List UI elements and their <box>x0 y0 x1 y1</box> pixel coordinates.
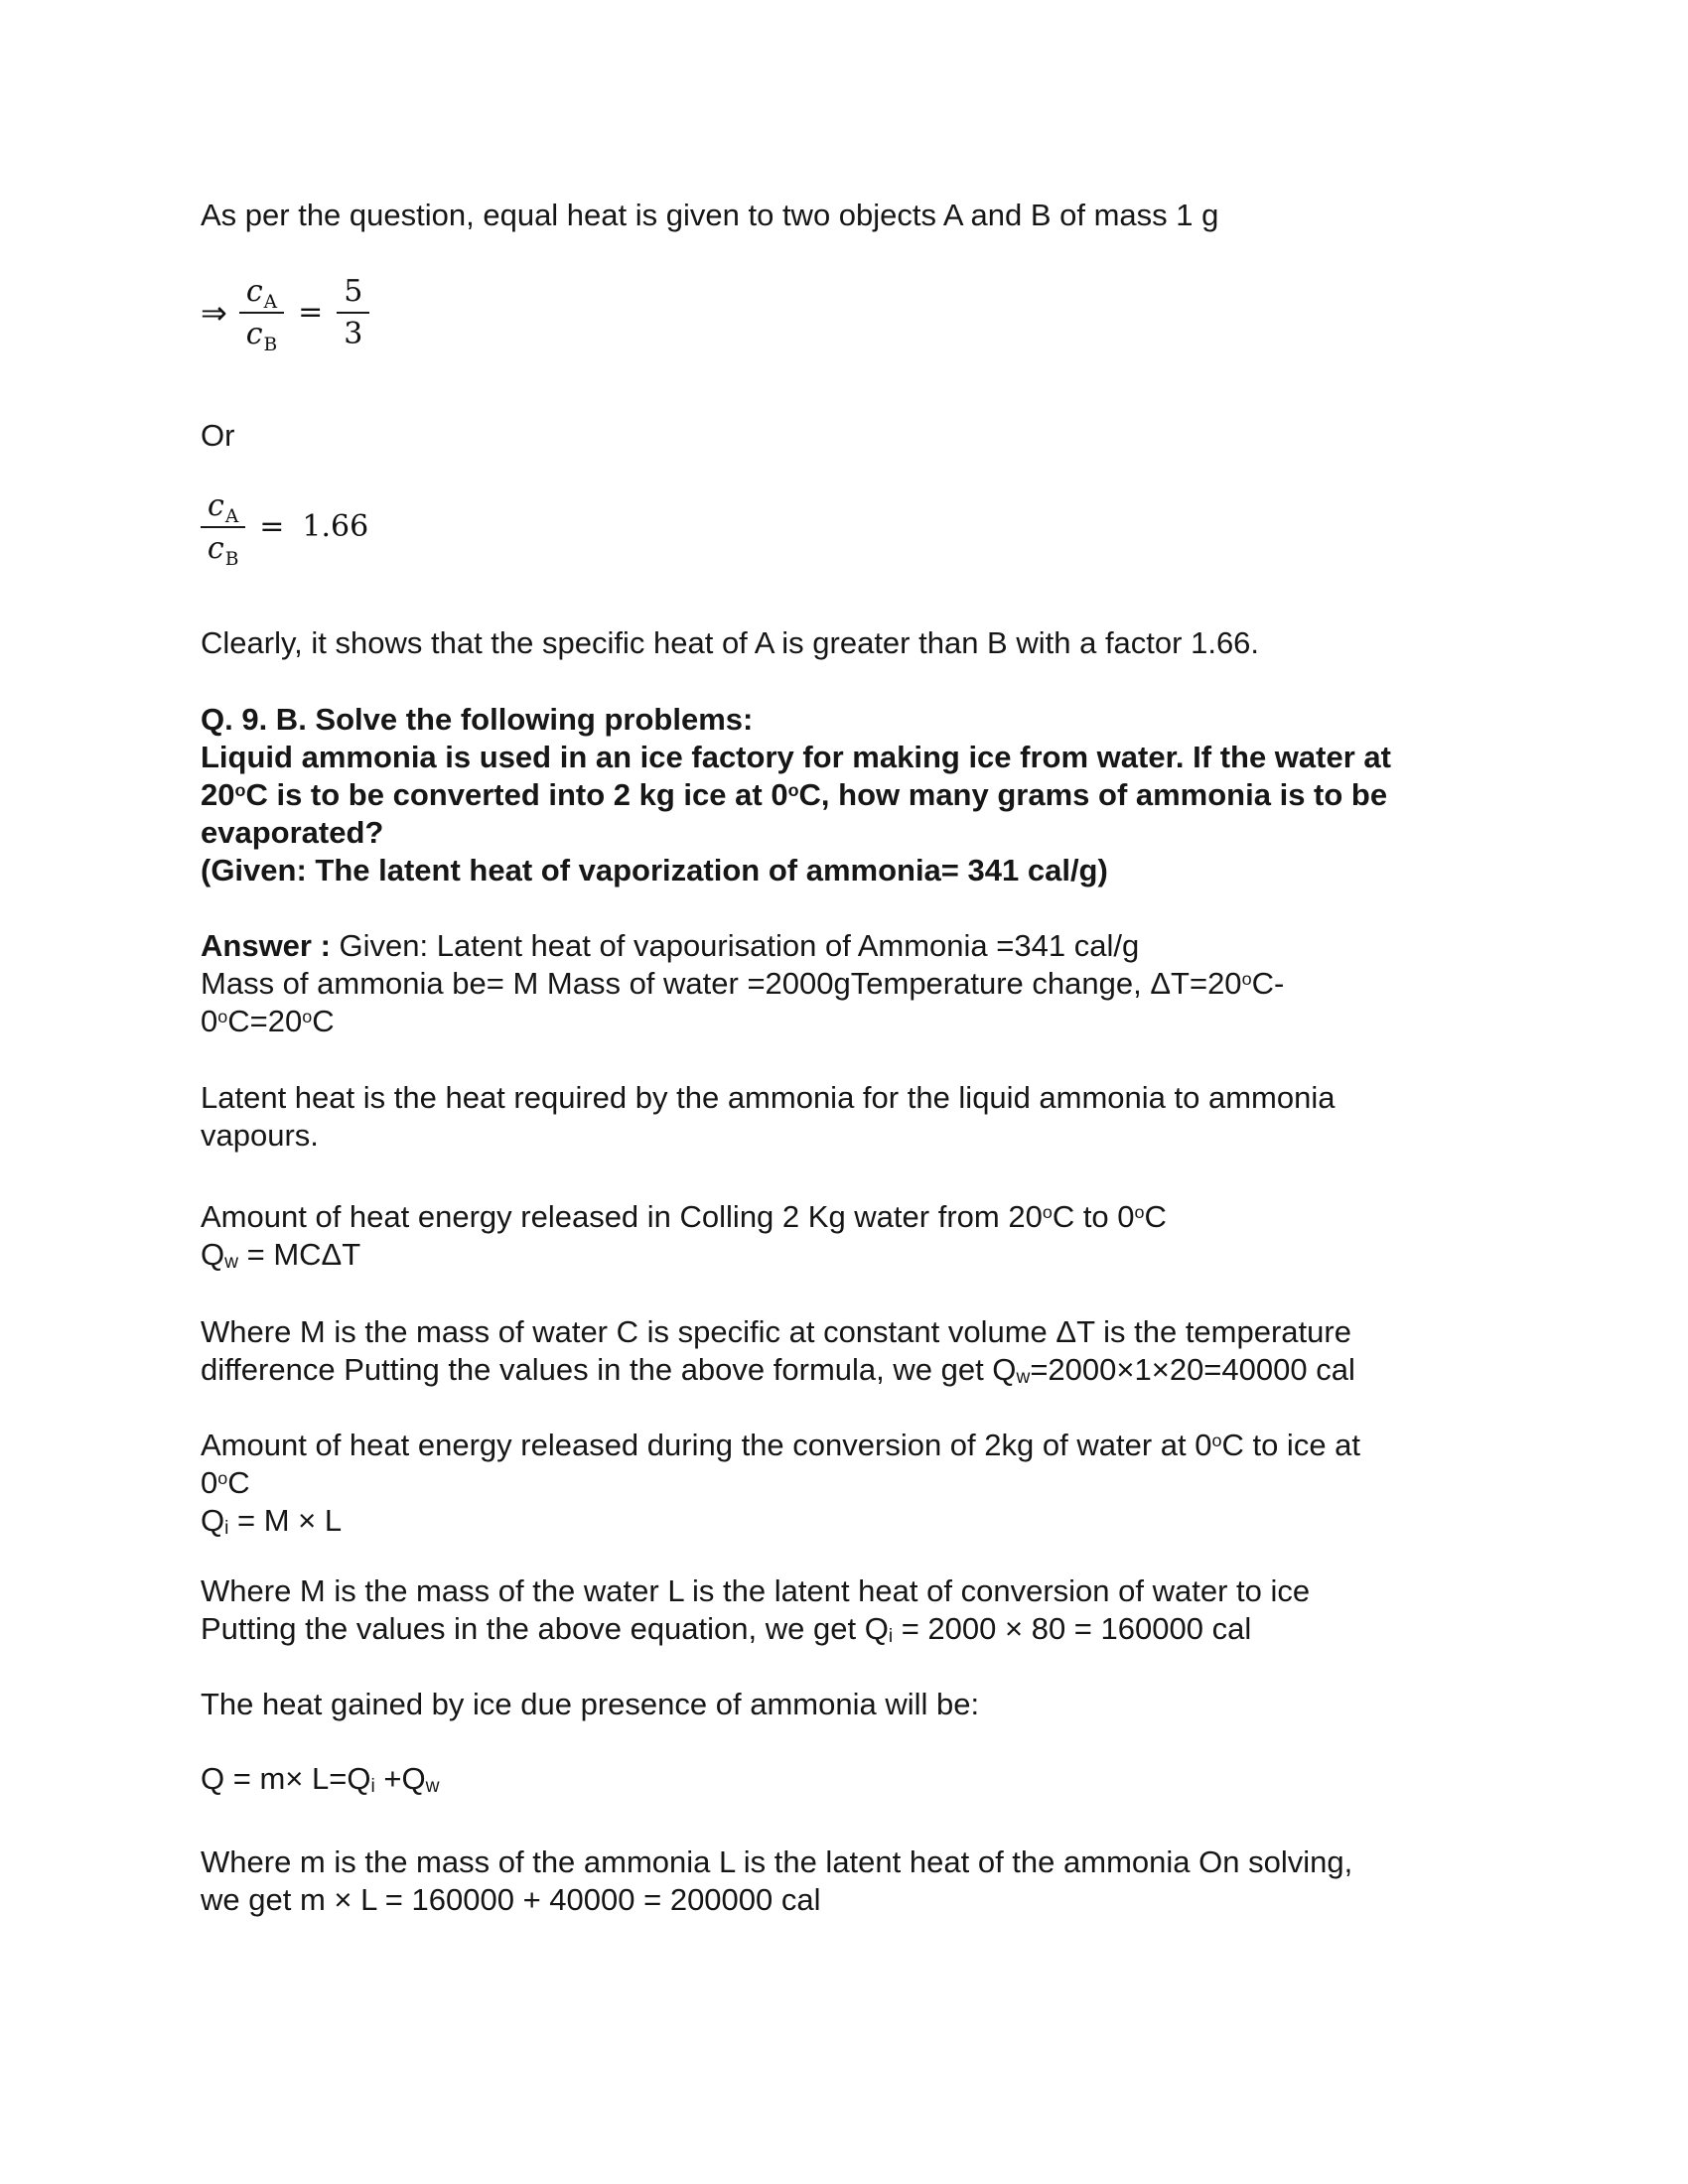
intro-paragraph: As per the question, equal heat is given to two objects A and B of mass 1 g <box>201 198 1219 232</box>
question-line: Liquid ammonia is used in an ice factory for making ice from water. If the water at <box>201 740 1391 774</box>
degree-superscript: o <box>1241 968 1252 989</box>
latent-heat-paragraph <box>201 1079 1336 1155</box>
conversion-paragraph <box>201 1427 1360 1540</box>
paragraph-line: difference Putting the values in the above formula, we get Qw=2000×1×20=40000 cal <box>201 1352 1355 1389</box>
fraction-5-3 <box>337 274 369 350</box>
where-mass-water-ice-paragraph <box>201 1572 1310 1648</box>
answer-label: Answer : <box>201 928 331 963</box>
paragraph-line: 0$^o$C <box>201 1465 250 1500</box>
question-heading: Q. 9. B. Solve the following problems: <box>201 702 754 737</box>
conclusion-paragraph: Clearly, it shows that the specific heat of A is greater than B with a factor 1.66. <box>201 625 1260 660</box>
fraction-ca-cb <box>201 488 245 570</box>
fraction-denominator: $c_B$ <box>245 317 278 355</box>
equals-sign: = <box>298 295 324 330</box>
degree-superscript: o <box>1134 1201 1145 1222</box>
equation-qw: Qw = MCΔT <box>201 1237 361 1274</box>
subscript-i: i <box>888 1626 894 1648</box>
fraction-numerator: 5 <box>337 274 369 314</box>
paragraph-line: Latent heat is the heat required by the ammonia for the liquid ammonia to ammonia <box>201 1080 1336 1115</box>
fraction-numerator: $c_A$ <box>239 274 284 314</box>
paragraph-line: Putting the values in the above equation, we get Qi = 2000 × 80 = 160000 cal <box>201 1611 1252 1648</box>
subscript-w: w <box>425 1776 440 1798</box>
paragraph-line: Amount of heat energy released in Colling 2 Kg water from 20$^o$C to 0$^o$C <box>201 1199 1167 1234</box>
paragraph-line: Where m is the mass of the ammonia L is the latent heat of the ammonia On solving, <box>201 1844 1353 1879</box>
paragraph-line: Where M is the mass of the water L is the latent heat of conversion of water to ice <box>201 1573 1311 1608</box>
equation-qi: Qi = M × L <box>201 1503 343 1540</box>
heat-gained-paragraph: The heat gained by ice due presence of ammonia will be: <box>201 1687 980 1721</box>
degree-superscript: o <box>1211 1430 1222 1450</box>
formula-ratio-5-3 <box>201 274 369 355</box>
answer-line: Mass of ammonia be= M Mass of water =2000gTemperature change, $\Delta T=20^oC-$ <box>201 966 1285 1001</box>
question-line: 20$^o$C is to be converted into 2 kg ice at 0$^o$C, how many grams of ammonia is to be <box>201 777 1388 812</box>
degree-superscript: o <box>302 1006 313 1026</box>
paragraph-line: Amount of heat energy released during the conversion of 2kg of water at 0$^o$C to ice at <box>201 1428 1361 1462</box>
equals-sign: = <box>259 509 285 544</box>
implies-arrow-icon: ⇒ <box>201 293 227 332</box>
fraction-denominator: $c_B$ <box>207 531 239 570</box>
degree-superscript: o <box>787 779 799 800</box>
cooling-paragraph <box>201 1198 1167 1274</box>
degree-superscript: o <box>234 779 246 800</box>
degree-superscript: o <box>1042 1201 1053 1222</box>
paragraph-line: Where M is the mass of water C is specific at constant volume ΔT is the temperature <box>201 1314 1351 1349</box>
answer-line: Answer : Given: Latent heat of vapourisation of Ammonia =341 cal/g <box>201 928 1140 963</box>
question-given-line: (Given: The latent heat of vaporization of ammonia= 341 cal/g) <box>201 853 1108 887</box>
fraction-denominator: 3 <box>344 317 363 351</box>
subscript-i: i <box>224 1518 229 1540</box>
or-text: Or <box>201 418 235 453</box>
paragraph-line: we get m × L = 160000 + 40000 = 200000 cal <box>201 1882 821 1917</box>
answer-line: $0^oC=20^oC$ <box>201 1004 335 1038</box>
question-line: evaporated? <box>201 815 384 850</box>
degree-superscript: o <box>217 1467 228 1488</box>
degree-superscript: o <box>217 1006 228 1026</box>
subscript-w: w <box>1016 1367 1031 1389</box>
ratio-value: 1.66 <box>302 509 369 544</box>
fraction-ca-cb <box>239 274 284 355</box>
solving-paragraph <box>201 1843 1352 1919</box>
subscript-i: i <box>370 1776 375 1798</box>
equation-q-total: Q = m× L=Qi +Qw <box>201 1761 440 1798</box>
fraction-numerator: $c_A$ <box>201 488 245 528</box>
where-mass-water-paragraph <box>201 1313 1355 1389</box>
subscript-w: w <box>224 1252 238 1274</box>
question-9b-block <box>201 701 1391 889</box>
answer-block <box>201 927 1284 1040</box>
formula-ratio-1-66 <box>201 488 369 570</box>
paragraph-line: vapours. <box>201 1118 319 1153</box>
